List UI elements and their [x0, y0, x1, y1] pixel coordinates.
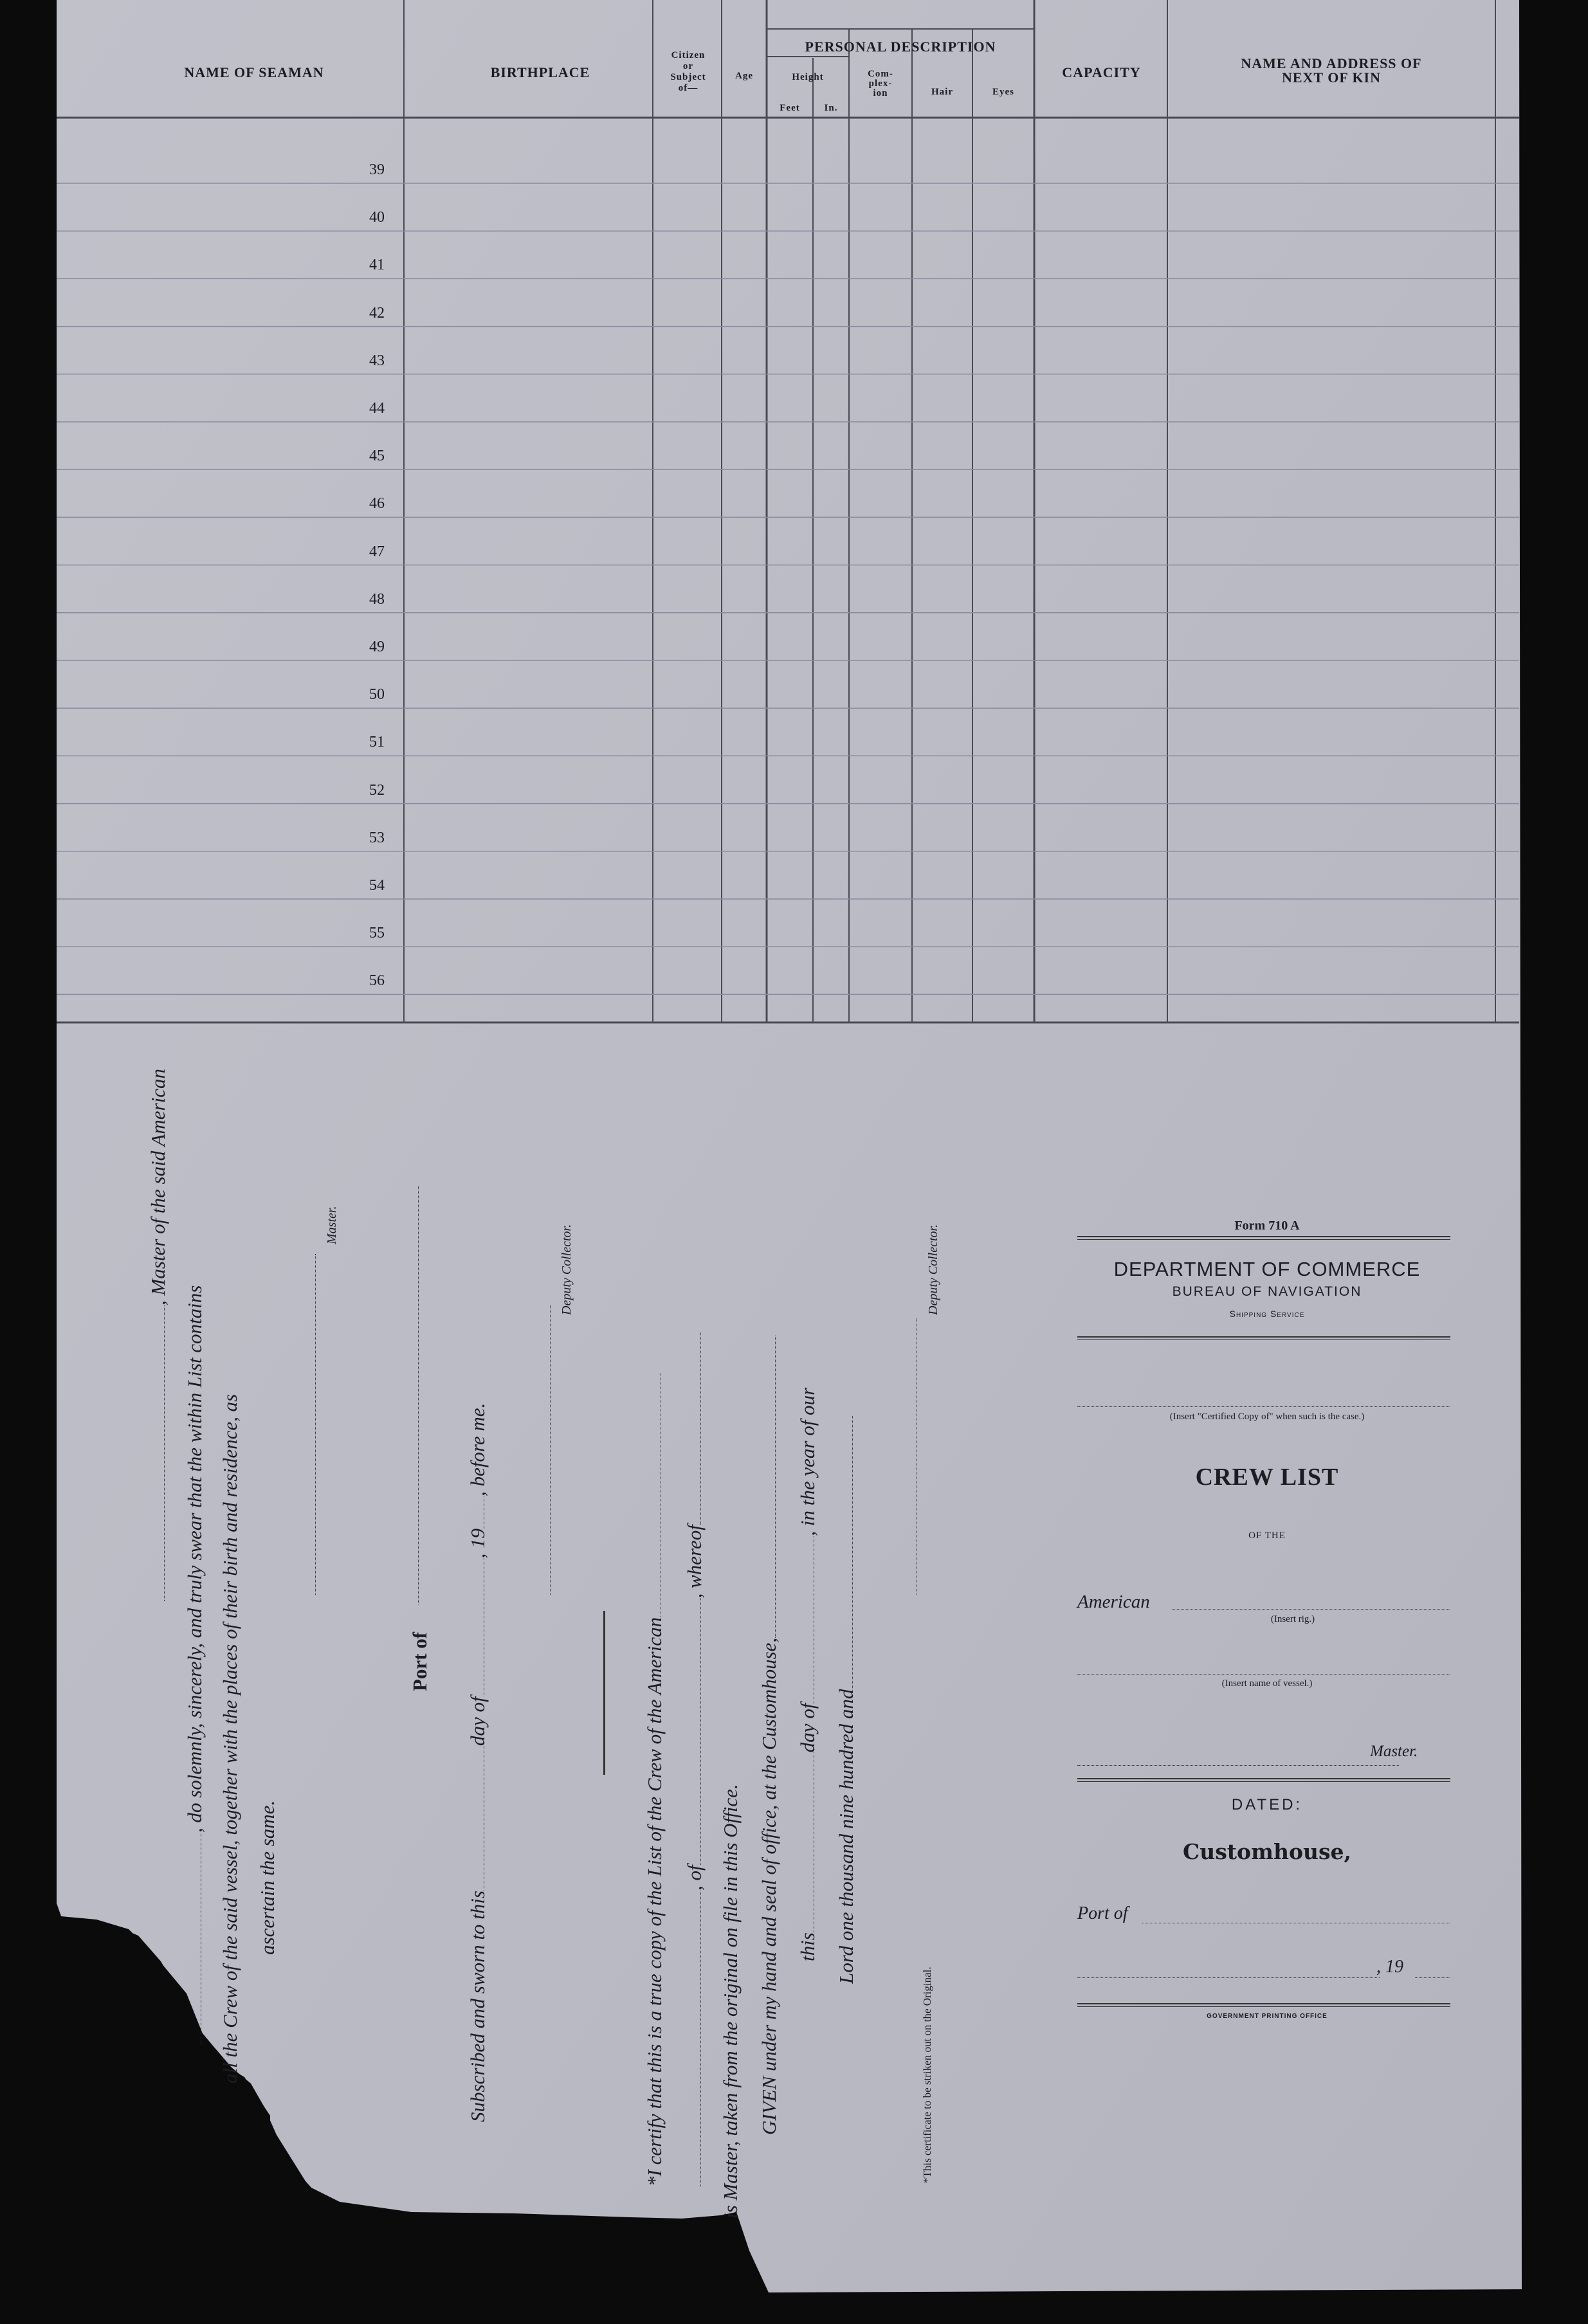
- cover-rule-3: [1077, 1778, 1450, 1782]
- port-of-label: Port of: [408, 1631, 431, 1691]
- header-hair: Hair: [931, 87, 953, 97]
- header-feet: Feet: [780, 103, 800, 113]
- cover-port-of-label: Port of: [1077, 1903, 1128, 1923]
- row-number: 55: [369, 925, 385, 942]
- header-citizen: Citizen or Subject of—: [670, 50, 706, 93]
- header-personal-description: PERSONAL DESCRIPTION: [805, 39, 996, 55]
- row-number: 42: [369, 304, 385, 322]
- header-age: Age: [735, 71, 753, 81]
- bureau-title: BUREAU OF NAVIGATION: [1172, 1284, 1362, 1299]
- certificate-line-1: *I certify that this is a true copy of the List of the Crew of the American: [643, 1373, 666, 2186]
- row-number: 39: [369, 161, 385, 178]
- insert-certified-note: (Insert "Certified Copy of" when such is the case.): [1169, 1412, 1365, 1422]
- of-the-label: OF THE: [1248, 1530, 1286, 1541]
- row-number: 51: [369, 734, 385, 751]
- row-number: 40: [369, 209, 385, 226]
- header-complexion: Com- plex- ion: [868, 69, 893, 98]
- dated-label: DATED:: [1231, 1796, 1303, 1813]
- master-signature-line: [315, 1254, 316, 1595]
- header-eyes: Eyes: [992, 87, 1014, 97]
- cover-rule-top: [1077, 1236, 1450, 1240]
- row-number: 56: [369, 972, 385, 990]
- vessel-name-line: [1077, 1674, 1450, 1675]
- row-number: 43: [369, 352, 385, 369]
- certificate-line-4: GIVEN under my hand and seal of office, at the Customhouse,: [758, 1336, 781, 2135]
- cover-rule-2: [1077, 1336, 1450, 1340]
- crew-list-title: CREW LIST: [1195, 1464, 1339, 1491]
- cover-year-label: , 19: [1376, 1957, 1403, 1977]
- crew-table-grid: [0, 0, 1588, 1029]
- row-number: 46: [369, 495, 385, 513]
- rig-line: [1172, 1609, 1450, 1610]
- center-divider: [603, 1611, 605, 1775]
- header-next-of-kin: NAME AND ADDRESS OF NEXT OF KIN: [1241, 55, 1422, 86]
- master-line: [1077, 1765, 1399, 1766]
- row-number: 53: [369, 829, 385, 846]
- row-number: 41: [369, 257, 385, 274]
- header-height: Height: [792, 72, 824, 82]
- header-capacity: CAPACITY: [1062, 64, 1141, 80]
- header-birthplace: BIRTHPLACE: [490, 64, 590, 80]
- subscribed-line: Subscribed and sworn to thisday of, 19, before me.: [466, 1403, 489, 2122]
- deputy-signature-line-2: [917, 1318, 918, 1595]
- certificate-line-2: , of, whereof: [683, 1332, 706, 2186]
- row-number: 49: [369, 639, 385, 655]
- oath-line-1: , Master of the said American: [147, 1069, 170, 1601]
- cover-rule-bottom: [1077, 2003, 1450, 2007]
- printer-imprint: GOVERNMENT PRINTING OFFICE: [1207, 2013, 1328, 2020]
- insert-vessel-note: (Insert name of vessel.): [1221, 1678, 1313, 1689]
- header-name-of-seaman: NAME OF SEAMAN: [184, 64, 324, 80]
- department-title: DEPARTMENT OF COMMERCE: [1113, 1258, 1421, 1280]
- form-number: Form 710 A: [1234, 1219, 1300, 1233]
- insert-rig-note: (Insert rig.): [1270, 1614, 1315, 1624]
- cover-master-label: Master.: [1370, 1743, 1418, 1760]
- row-number: 48: [369, 590, 385, 608]
- row-number: 47: [369, 543, 385, 560]
- row-number: 45: [369, 448, 385, 465]
- oath-line-3: all the Crew of the said vessel, together with the places of their birth and residence, as: [219, 1393, 241, 2083]
- row-number: 44: [369, 400, 385, 417]
- certificate-line-6: Lord one thousand nine hundred and: [835, 1416, 858, 1984]
- deputy-signature-line-1: [550, 1305, 551, 1595]
- certificate-footnote: *This certificate to be striken out on the Original.: [921, 1966, 933, 2183]
- customhouse-label: Customhouse,: [1182, 1839, 1352, 1864]
- deputy-collector-label-2: Deputy Collector.: [926, 1224, 940, 1315]
- deputy-collector-label-1: Deputy Collector.: [560, 1224, 574, 1315]
- port-of-line: [418, 1186, 419, 1604]
- oath-line-2: , do solemnly, sincerely, and truly swear that the within List contains: [183, 1285, 206, 2045]
- certificate-line-5: thisday of, in the year of our: [796, 1387, 819, 1961]
- oath-line-4: ascertain the same.: [256, 1800, 278, 1955]
- oath-master-label: Master.: [325, 1206, 339, 1244]
- american-label: American: [1077, 1592, 1150, 1612]
- row-number: 52: [369, 781, 385, 799]
- certified-copy-line: [1077, 1406, 1450, 1407]
- year-line: [1415, 1977, 1450, 1978]
- row-number: 54: [369, 877, 385, 894]
- date-line: [1077, 1977, 1380, 1978]
- shipping-service: Shipping Service: [1229, 1309, 1305, 1319]
- row-number: 50: [369, 686, 385, 704]
- certificate-line-3: is Master, taken from the original on file in this Office.: [719, 1784, 742, 2219]
- header-inches: In.: [824, 103, 838, 113]
